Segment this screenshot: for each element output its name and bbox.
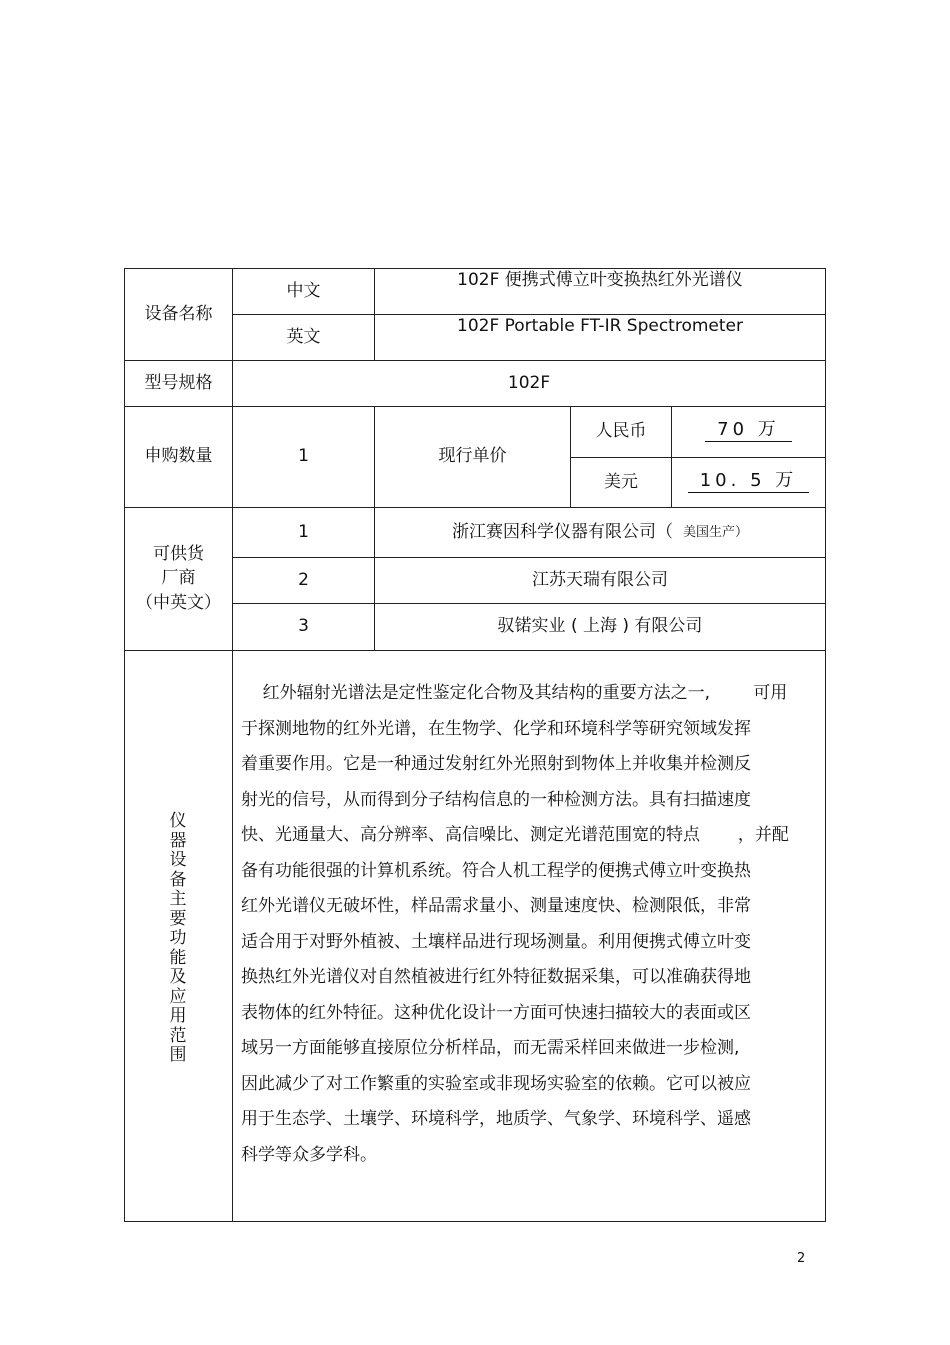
table-border-right	[825, 268, 826, 1222]
usd-value: 10. 5 万	[688, 472, 810, 493]
english-label: 英文	[286, 326, 321, 347]
description-line: 域另一方面能够直接原位分析样品，而无需采样回来做进一步检测,	[241, 1038, 740, 1058]
table-border-bottom	[124, 1221, 826, 1222]
description-line: 用于生态学、土壤学、环境科学，地质学、气象学、环境科学、遥感	[241, 1109, 751, 1129]
chinese-label: 中文	[286, 280, 321, 301]
description-line: 换热红外光谱仪对自然植被进行红外特征数据采集，可以准确获得地	[241, 967, 751, 987]
rmb-value: 70 万	[705, 421, 792, 442]
supplier-1-name-cell	[375, 507, 825, 557]
model-value: 102F	[507, 372, 551, 393]
description-line: 因此减少了对工作繁重的实验室或非现场实验室的依赖。它可以被应	[241, 1073, 751, 1094]
purchase-quantity-value: 1	[298, 446, 309, 466]
suppliers-label-line-1: 可供货	[153, 543, 204, 564]
rmb-value-cell	[672, 406, 825, 457]
suppliers-label	[125, 507, 232, 650]
supplier-2-number: 2	[298, 569, 309, 590]
purchase-quantity-label: 申购数量	[144, 446, 213, 466]
description-line: 快、光通量大、高分辨率、高信噪比、测定光谱范围宽的特点 ，并配	[241, 825, 789, 845]
description-line: 着重要作用。它是一种通过发射红外光照射到物体上并收集并检测反	[241, 754, 751, 774]
description-line: 红外光谱仪无破坏性，样品需求量小、测量速度快、检测限低，非常	[241, 896, 751, 916]
supplier-1-number: 1	[298, 521, 309, 542]
english-name-value: 102F Portable FT-IR Spectrometer	[457, 316, 743, 336]
supplier-1-name: 浙江赛因科学仪器有限公司（	[451, 521, 673, 542]
description-line: 科学等众多学科。	[241, 1144, 377, 1165]
description-line: 备有功能很强的计算机系统。符合人机工程学的便携式傅立叶变换热	[241, 860, 751, 881]
function-description	[241, 676, 821, 1173]
description-line: 红外辐射光谱法是定性鉴定化合物及其结构的重要方法之一, 可用	[241, 683, 788, 703]
description-line: 于探测地物的红外光谱，在生物学、化学和环境科学等研究领域发挥	[241, 718, 751, 739]
supplier-2-name: 江苏天瑞有限公司	[532, 569, 668, 590]
supplier-3-name: 驭锘实业 ( 上海 ) 有限公司	[497, 616, 703, 636]
device-name-label: 设备名称	[144, 303, 213, 324]
usd-value-cell	[672, 457, 825, 507]
chinese-name-value: 102F 便携式傅立叶变换热红外光谱仪	[457, 270, 743, 290]
suppliers-label-line-2: 厂商	[161, 568, 196, 589]
suppliers-label-line-3: （中英文）	[136, 592, 221, 613]
row-divider-suppliers-function	[124, 650, 826, 651]
rmb-label: 人民币	[595, 421, 647, 441]
current-price-label: 现行单价	[438, 446, 507, 466]
supplier-3-number: 3	[298, 616, 309, 636]
description-line: 射光的信号，从而得到分子结构信息的一种检测方法。具有扫描速度	[241, 789, 751, 810]
description-line: 表物体的红外特征。这种优化设计一方面可快速扫描较大的表面或区	[241, 1002, 751, 1023]
function-scope-label: 仪器设备主要功能及应用范围	[169, 811, 187, 1065]
description-line: 适合用于对野外植被、土壤样品进行现场测量。利用便携式傅立叶变	[241, 931, 751, 952]
usd-label: 美元	[604, 471, 638, 492]
supplier-1-note: 美国生产）	[682, 524, 748, 540]
page-number: 2	[797, 1251, 806, 1266]
model-label: 型号规格	[144, 372, 213, 393]
